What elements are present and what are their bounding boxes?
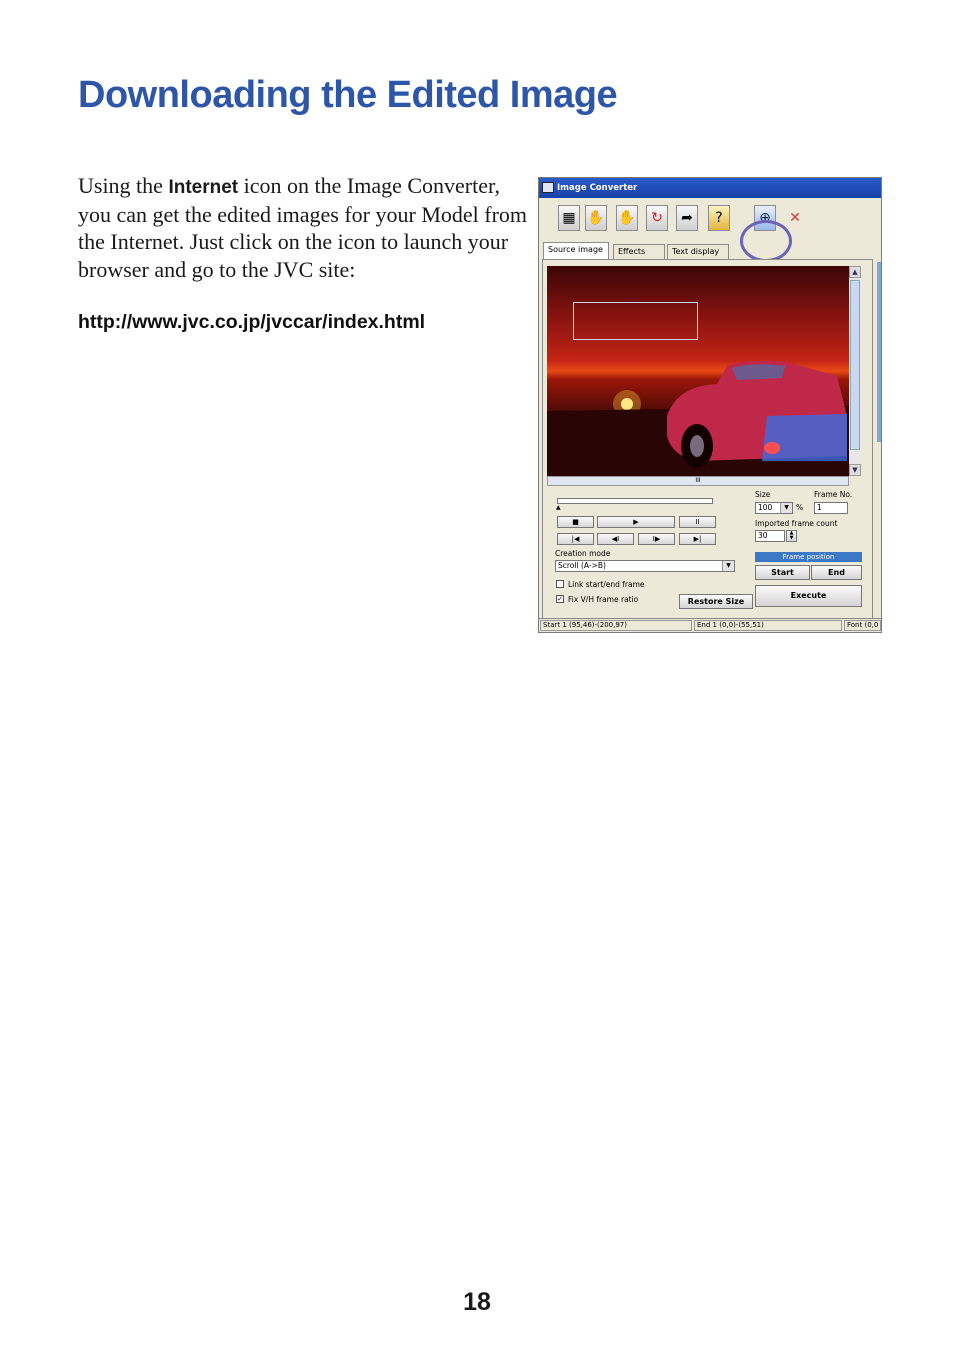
red-arrow-icon[interactable]: ↻ xyxy=(646,205,668,231)
selection-rectangle[interactable] xyxy=(573,302,698,340)
play-button[interactable]: ▶ xyxy=(597,516,675,528)
status-end: End 1 (0,0)-(55,51) xyxy=(694,620,842,631)
vertical-scrollbar[interactable] xyxy=(849,266,861,476)
page-number: 18 xyxy=(463,1288,491,1316)
fix-ratio-checkbox[interactable]: ✓ xyxy=(557,595,563,603)
curve-arrow-icon[interactable]: ➦ xyxy=(676,205,698,231)
horizontal-scrollbar[interactable]: III xyxy=(547,476,849,486)
toolbar xyxy=(539,200,881,240)
first-frame-button[interactable]: |◀ xyxy=(557,533,594,545)
link-frame-label: Link start/end frame xyxy=(568,580,645,589)
creation-mode-label: Creation mode xyxy=(555,549,611,558)
hand-paper-icon[interactable]: ✋ xyxy=(585,205,607,231)
window-title: Image Converter xyxy=(557,183,638,193)
size-select[interactable] xyxy=(755,502,793,514)
source-image-panel xyxy=(542,259,873,619)
close-icon[interactable]: ✕ xyxy=(789,210,801,226)
right-edge-bar xyxy=(877,262,881,442)
status-bar xyxy=(539,618,881,632)
end-button[interactable]: End xyxy=(811,565,862,580)
help-icon[interactable]: ? xyxy=(708,205,730,231)
jvc-url[interactable]: http://www.jvc.co.jp/jvccar/index.html xyxy=(78,311,426,333)
imported-frame-count-label: Imported frame count xyxy=(755,519,838,528)
status-font: Font (0,0 xyxy=(844,620,881,631)
execute-button[interactable]: Execute xyxy=(755,585,862,607)
last-frame-button[interactable]: ▶| xyxy=(679,533,716,545)
pause-button[interactable]: II xyxy=(679,516,716,528)
frame-count-stepper[interactable]: ▲ ▼ xyxy=(786,530,797,542)
frame-no-field[interactable]: 1 xyxy=(814,502,848,514)
film-icon[interactable]: ▦ xyxy=(558,205,580,231)
creation-mode-value: Scroll (A->B) xyxy=(558,561,606,570)
chevron-down-icon[interactable]: ▼ xyxy=(780,503,792,513)
body-text-after: icon on the Image Converter, you can get the edited images for your Model from the Internet. Just click on the icon to launch your browser and go to the JVC site: xyxy=(78,173,528,282)
stop-button[interactable]: ■ xyxy=(557,516,594,528)
fix-ratio-label: Fix V/H frame ratio xyxy=(568,595,639,604)
size-label: Size xyxy=(755,490,771,499)
hands-icon[interactable]: ✋ xyxy=(616,205,638,231)
internet-highlight-ring xyxy=(740,220,792,262)
title-bar xyxy=(539,178,881,198)
imported-frame-count-field[interactable]: 30 xyxy=(755,530,785,542)
body-text-before: Using the xyxy=(78,173,169,198)
restore-size-button[interactable]: Restore Size xyxy=(679,594,753,609)
size-unit: % xyxy=(796,503,804,512)
car-sunset-illustration xyxy=(547,266,849,476)
start-button[interactable]: Start xyxy=(755,565,810,580)
status-start: Start 1 (95,46)-(200,97) xyxy=(540,620,692,631)
app-icon xyxy=(542,182,554,193)
image-converter-screenshot xyxy=(538,177,882,633)
chevron-down-icon[interactable]: ▼ xyxy=(722,561,734,571)
scroll-up-icon[interactable]: ▲ xyxy=(849,266,861,278)
link-frame-checkbox[interactable] xyxy=(556,580,564,588)
next-frame-button[interactable]: I▶ xyxy=(638,533,675,545)
frame-slider[interactable] xyxy=(557,498,713,504)
preview-image xyxy=(547,266,849,476)
frame-no-label: Frame No. xyxy=(814,490,853,499)
creation-mode-select[interactable] xyxy=(555,560,735,572)
internet-icon[interactable]: ⊕ xyxy=(754,205,776,231)
prev-frame-button[interactable]: ◀I xyxy=(597,533,634,545)
slider-pointer-icon: ▲ xyxy=(556,504,561,511)
tab-source-image[interactable]: Source image xyxy=(543,242,609,260)
page-title: Downloading the Edited Image xyxy=(78,74,618,116)
tab-effects[interactable]: Effects xyxy=(613,244,665,260)
tab-text-display[interactable]: Text display xyxy=(667,244,729,260)
scroll-thumb[interactable] xyxy=(850,280,860,450)
size-value: 100 xyxy=(758,503,773,512)
body-paragraph xyxy=(78,172,533,283)
scroll-down-icon[interactable]: ▼ xyxy=(849,464,861,476)
internet-bold-word: Internet xyxy=(168,177,239,198)
frame-position-header: Frame position xyxy=(755,552,862,562)
